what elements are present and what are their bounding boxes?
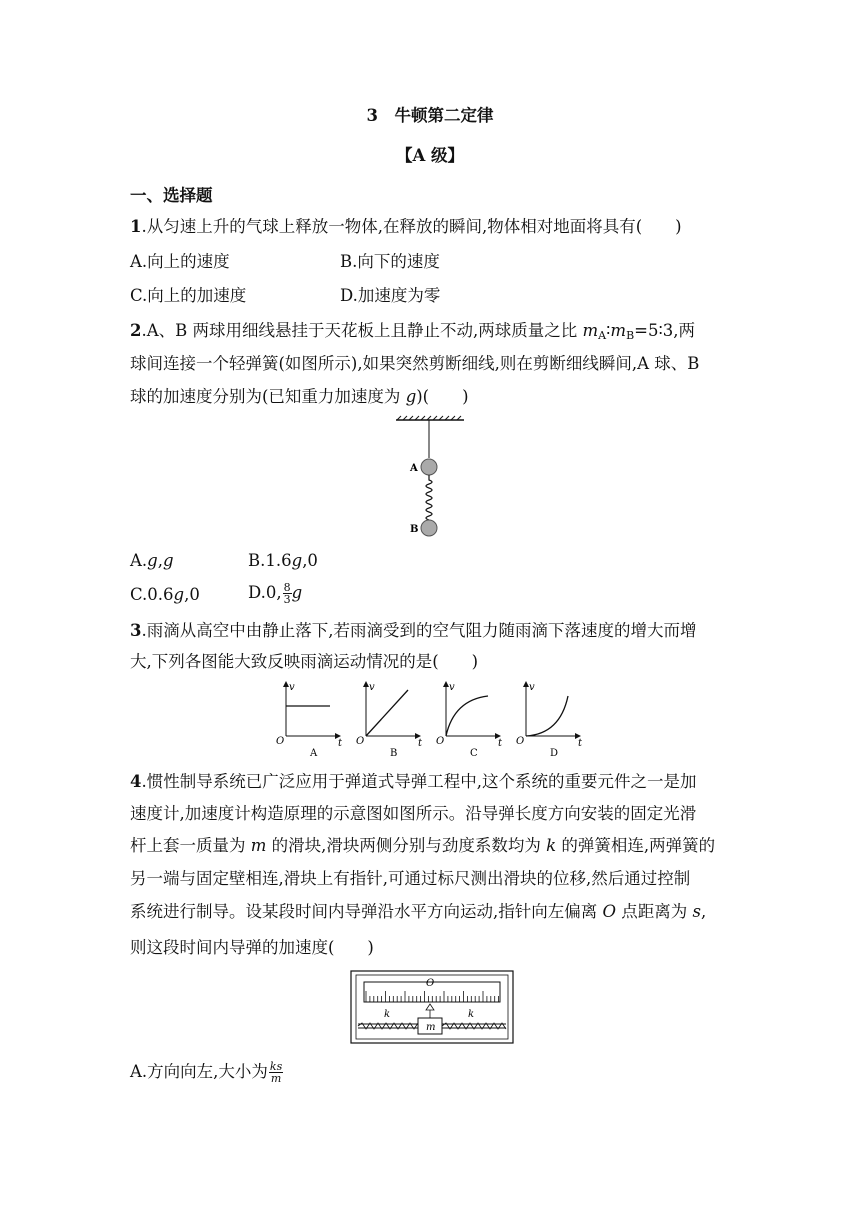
graph-c (436, 682, 503, 759)
question-2-line-1 (130, 320, 695, 347)
t-label: t (338, 738, 343, 749)
mass-symbol: m (610, 321, 627, 340)
question-text: 杆上套一质量为 (130, 836, 251, 855)
question-number: 2 (130, 321, 142, 340)
origin-label: O (276, 736, 285, 747)
question-number: 4 (130, 772, 142, 791)
question-4-line-6: 则这段时间内导弹的加速度( ) (130, 938, 374, 957)
q1-option-d: D.加速度为零 (340, 286, 441, 305)
graph-label: D (550, 748, 559, 759)
subscript-b: B (626, 329, 635, 342)
question-2-line-2: 球间连接一个轻弹簧(如图所示),如果突然剪断细线,则在剪断细线瞬间,A 球、B (130, 354, 700, 373)
distance-symbol: s (692, 902, 701, 921)
question-number: 3 (130, 621, 142, 640)
question-text: .雨滴从高空中由静止落下,若雨滴受到的空气阻力随雨滴下落速度的增大而增 (141, 621, 697, 640)
question-text: 球的加速度分别为(已知重力加速度为 (130, 387, 406, 406)
fraction-denominator: m (270, 1072, 282, 1085)
origin-label: O (426, 978, 435, 989)
origin-label: O (356, 736, 365, 747)
question-text: )( ) (416, 387, 469, 406)
question-2-line-3 (130, 386, 469, 408)
graph-b (356, 682, 423, 759)
gravity-symbol: g (147, 551, 158, 570)
spring (426, 475, 432, 520)
question-number: 1 (130, 217, 142, 236)
question-4-line-3 (130, 835, 715, 857)
mass-symbol: m (582, 321, 599, 340)
v-label: v (449, 682, 455, 693)
t-label: t (498, 738, 503, 749)
spring-constant-symbol: k (546, 836, 557, 855)
q2-option-b (248, 550, 318, 572)
graph-d (516, 682, 583, 759)
fraction (269, 1061, 283, 1084)
mass-label: m (426, 1022, 436, 1033)
gravity-symbol: g (405, 387, 417, 406)
q2-option-c (130, 584, 200, 606)
v-label: v (529, 682, 535, 693)
ball-b-label: B (410, 524, 419, 535)
ball-a (421, 459, 437, 475)
question-text: , (701, 902, 707, 921)
question-1-stem (130, 216, 682, 238)
origin-symbol: O (602, 902, 617, 921)
accelerometer-figure (350, 970, 514, 1044)
question-text: 的滑块,滑块两侧分别与劲度系数均为 (266, 836, 547, 855)
question-4-line-4: 另一端与固定壁相连,滑块上有指针,可通过标尺测出滑块的位移,然后通过控制 (130, 869, 691, 888)
left-k-label: k (384, 1009, 391, 1020)
subscript-a: A (598, 329, 607, 342)
question-3-line-1 (130, 620, 696, 642)
pointer (426, 1004, 434, 1010)
fraction-denominator: 3 (283, 593, 291, 606)
ball-a-label: A (410, 463, 418, 474)
origin-label: O (436, 736, 445, 747)
question-text: 点距离为 (616, 902, 693, 921)
question-text: 的弹簧相连,两弹簧的 (556, 836, 716, 855)
question-3-line-2: 大,下列各图能大致反映雨滴运动情况的是( ) (130, 652, 479, 671)
gravity-symbol: g (291, 551, 303, 570)
option-prefix: A.方向向左,大小为 (130, 1062, 268, 1081)
option-separator: , (157, 551, 163, 570)
v-label: v (369, 682, 375, 693)
level-label: 【A 级】 (395, 146, 465, 165)
q4-option-a (130, 1058, 283, 1086)
option-tail: ,0 (302, 551, 318, 570)
option-prefix: B.1.6 (248, 551, 292, 570)
q2-option-a (130, 550, 174, 572)
fraction-numerator: ks (269, 1060, 283, 1073)
question-text: .从匀速上升的气球上释放一物体,在释放的瞬间,物体相对地面将具有( ) (141, 217, 682, 236)
gravity-symbol: g (162, 551, 174, 570)
graph-curve (526, 696, 568, 736)
question-4-line-1 (130, 771, 696, 793)
gravity-symbol: g (291, 583, 303, 602)
option-prefix: A. (130, 551, 148, 570)
spring-balls-figure (392, 416, 472, 542)
velocity-time-graphs (268, 678, 598, 760)
section-heading: 一、选择题 (130, 186, 213, 205)
graph-label: A (310, 748, 318, 759)
option-tail: ,0 (184, 585, 200, 604)
graph-a (276, 682, 343, 759)
t-label: t (418, 738, 423, 749)
ruler-ticks (366, 991, 499, 1002)
page-title: 3 牛顿第二定律 (366, 106, 494, 125)
q1-option-b: B.向下的速度 (340, 252, 440, 271)
q1-option-a: A.向上的速度 (130, 252, 230, 271)
option-prefix: D.0, (248, 583, 282, 602)
ball-b (421, 520, 437, 536)
right-k-label: k (468, 1009, 475, 1020)
t-label: t (578, 738, 583, 749)
graph-curve (446, 696, 488, 736)
graph-label: B (390, 748, 398, 759)
gravity-symbol: g (173, 585, 185, 604)
option-prefix: C.0.6 (130, 585, 174, 604)
graph-curve (366, 690, 408, 736)
fraction (283, 582, 292, 605)
question-4-line-2: 速度计,加速度计构造原理的示意图如图所示。沿导弹长度方向安装的固定光滑 (130, 804, 697, 823)
question-text: .惯性制导系统已广泛应用于弹道式导弹工程中,这个系统的重要元件之一是加 (141, 772, 697, 791)
fraction-numerator: 8 (283, 581, 291, 594)
ratio-separator: ∶ (606, 321, 611, 340)
question-text: =5∶3,两 (634, 321, 696, 340)
origin-label: O (516, 736, 525, 747)
mass-symbol: m (250, 836, 267, 855)
q2-option-d (248, 580, 302, 606)
question-text: 系统进行制导。设某段时间内导弹沿水平方向运动,指针向左偏离 (130, 902, 603, 921)
question-4-line-5 (130, 901, 706, 923)
v-label: v (289, 682, 295, 693)
q1-option-c: C.向上的加速度 (130, 286, 247, 305)
question-text: .A、B 两球用细线悬挂于天花板上且静止不动,两球质量之比 (141, 321, 583, 340)
graph-label: C (470, 748, 478, 759)
